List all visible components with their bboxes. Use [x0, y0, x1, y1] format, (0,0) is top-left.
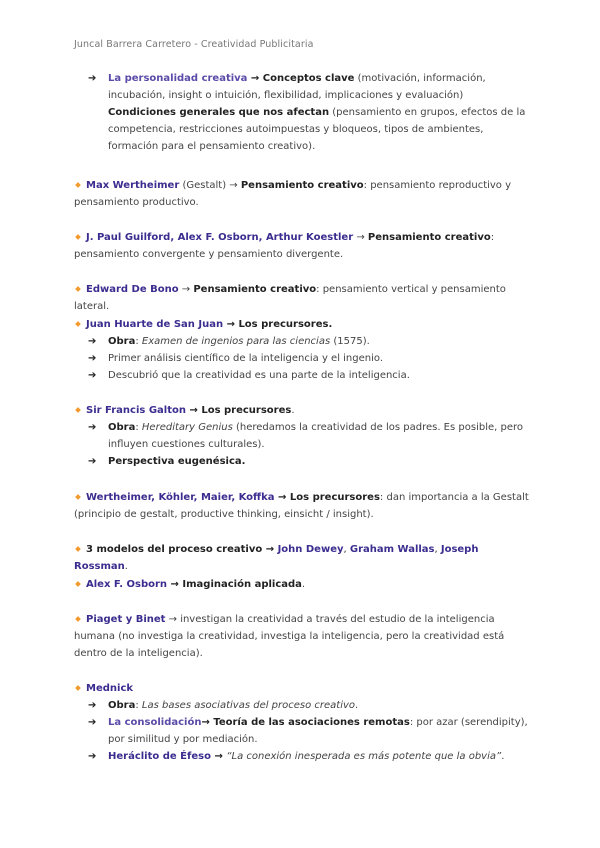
list-item: ➔ Obra: Las bases asociativas del proceso creativo.: [74, 697, 534, 714]
list-item: Juan Huarte de San Juan → Los precursores.: [74, 316, 534, 333]
list-item: ➔ Obra: Hereditary Genius (heredamos la creatividad de los padres. Es posible, pero influyen cuestiones culturales).: [74, 419, 534, 453]
diamond-bullet-icon: [75, 182, 81, 188]
diamond-bullet-icon: [75, 581, 81, 587]
diamond-bullet-icon: [75, 494, 81, 500]
arrow-icon: ➔: [88, 336, 97, 347]
arrow-icon: ➔: [88, 456, 97, 467]
diamond-bullet-icon: [75, 321, 81, 327]
list-item: Piaget y Binet → investigan la creatividad a través del estudio de la inteligencia humana (no investiga la creatividad, investiga la inteligencia, pero la creatividad está dentro de la inteligencia).: [74, 614, 505, 659]
list-item: Max Wertheimer (Gestalt) → Pensamiento creativo: pensamiento reproductivo y pensamiento productivo.: [74, 180, 512, 208]
section-modelos: [74, 541, 534, 575]
list-item: ➔ Primer análisis científico de la inteligencia y el ingenio.: [74, 350, 534, 367]
section-gestalt: [74, 489, 534, 523]
diamond-bullet-icon: [75, 616, 81, 622]
arrow-icon: ➔: [88, 751, 97, 762]
diamond-bullet-icon: [75, 685, 81, 691]
list-item: ➔ La consolidación→ Teoría de las asociaciones remotas: por azar (serendipity), por similitud y por mediación.: [74, 714, 534, 748]
section-wertheimer: [74, 177, 534, 211]
arrow-icon: ➔: [88, 73, 97, 84]
page-header: Juncal Barrera Carretero - Creatividad Publicitaria: [74, 39, 314, 50]
list-item: ➔ Heráclito de Éfeso → “La conexión inesperada es más potente que la obvia”.: [74, 748, 534, 765]
diamond-bullet-icon: [75, 546, 81, 552]
list-item: J. Paul Guilford, Alex F. Osborn, Arthur Koestler → Pensamiento creativo: pensamiento convergente y pensamiento divergente.: [74, 232, 495, 260]
list-item: Sir Francis Galton → Los precursores.: [74, 402, 534, 419]
list-item: ➔ Descubrió que la creatividad es una parte de la inteligencia.: [74, 367, 534, 384]
arrow-icon: ➔: [88, 353, 97, 364]
arrow-icon: ➔: [88, 422, 97, 433]
arrow-icon: ➔: [88, 717, 97, 728]
section-piaget: [74, 611, 534, 662]
section-personalidad: [74, 70, 534, 155]
list-item: Edward De Bono → Pensamiento creativo: pensamiento vertical y pensamiento lateral.: [74, 284, 506, 312]
arrow-icon: ➔: [88, 370, 97, 381]
section-galton: [74, 402, 534, 470]
diamond-bullet-icon: [75, 407, 81, 413]
section-guilford: [74, 229, 534, 263]
section-mednick: [74, 680, 534, 765]
section-huarte: [74, 316, 534, 384]
list-item: ➔ Perspectiva eugenésica.: [74, 453, 534, 470]
diamond-bullet-icon: [75, 286, 81, 292]
arrow-icon: ➔: [88, 700, 97, 711]
section-osborn: [74, 576, 534, 593]
list-item: Mednick: [74, 680, 534, 697]
list-item: Alex F. Osborn → Imaginación aplicada.: [74, 576, 534, 593]
list-item: 3 modelos del proceso creativo → John Dewey, Graham Wallas, Joseph Rossman.: [74, 544, 479, 572]
section-debono: [74, 281, 534, 315]
list-item: ➔ Obra: Examen de ingenios para las ciencias (1575).: [74, 333, 534, 350]
list-item: ➔ La personalidad creativa → Conceptos clave (motivación, información, incubación, insight o intuición, flexibilidad, implicaciones y evaluación) Condiciones generales que nos afectan (pensamiento en grupos, efectos de la competencia, restricciones autoimpuestas y bloqueos, tipos de ambientes, formación para el pensamiento creativo).: [74, 70, 534, 155]
diamond-bullet-icon: [75, 234, 81, 240]
list-item: Wertheimer, Köhler, Maier, Koffka → Los precursores: dan importancia a la Gestalt (principio de gestalt, productive thinking, einsicht / insight).: [74, 492, 529, 520]
